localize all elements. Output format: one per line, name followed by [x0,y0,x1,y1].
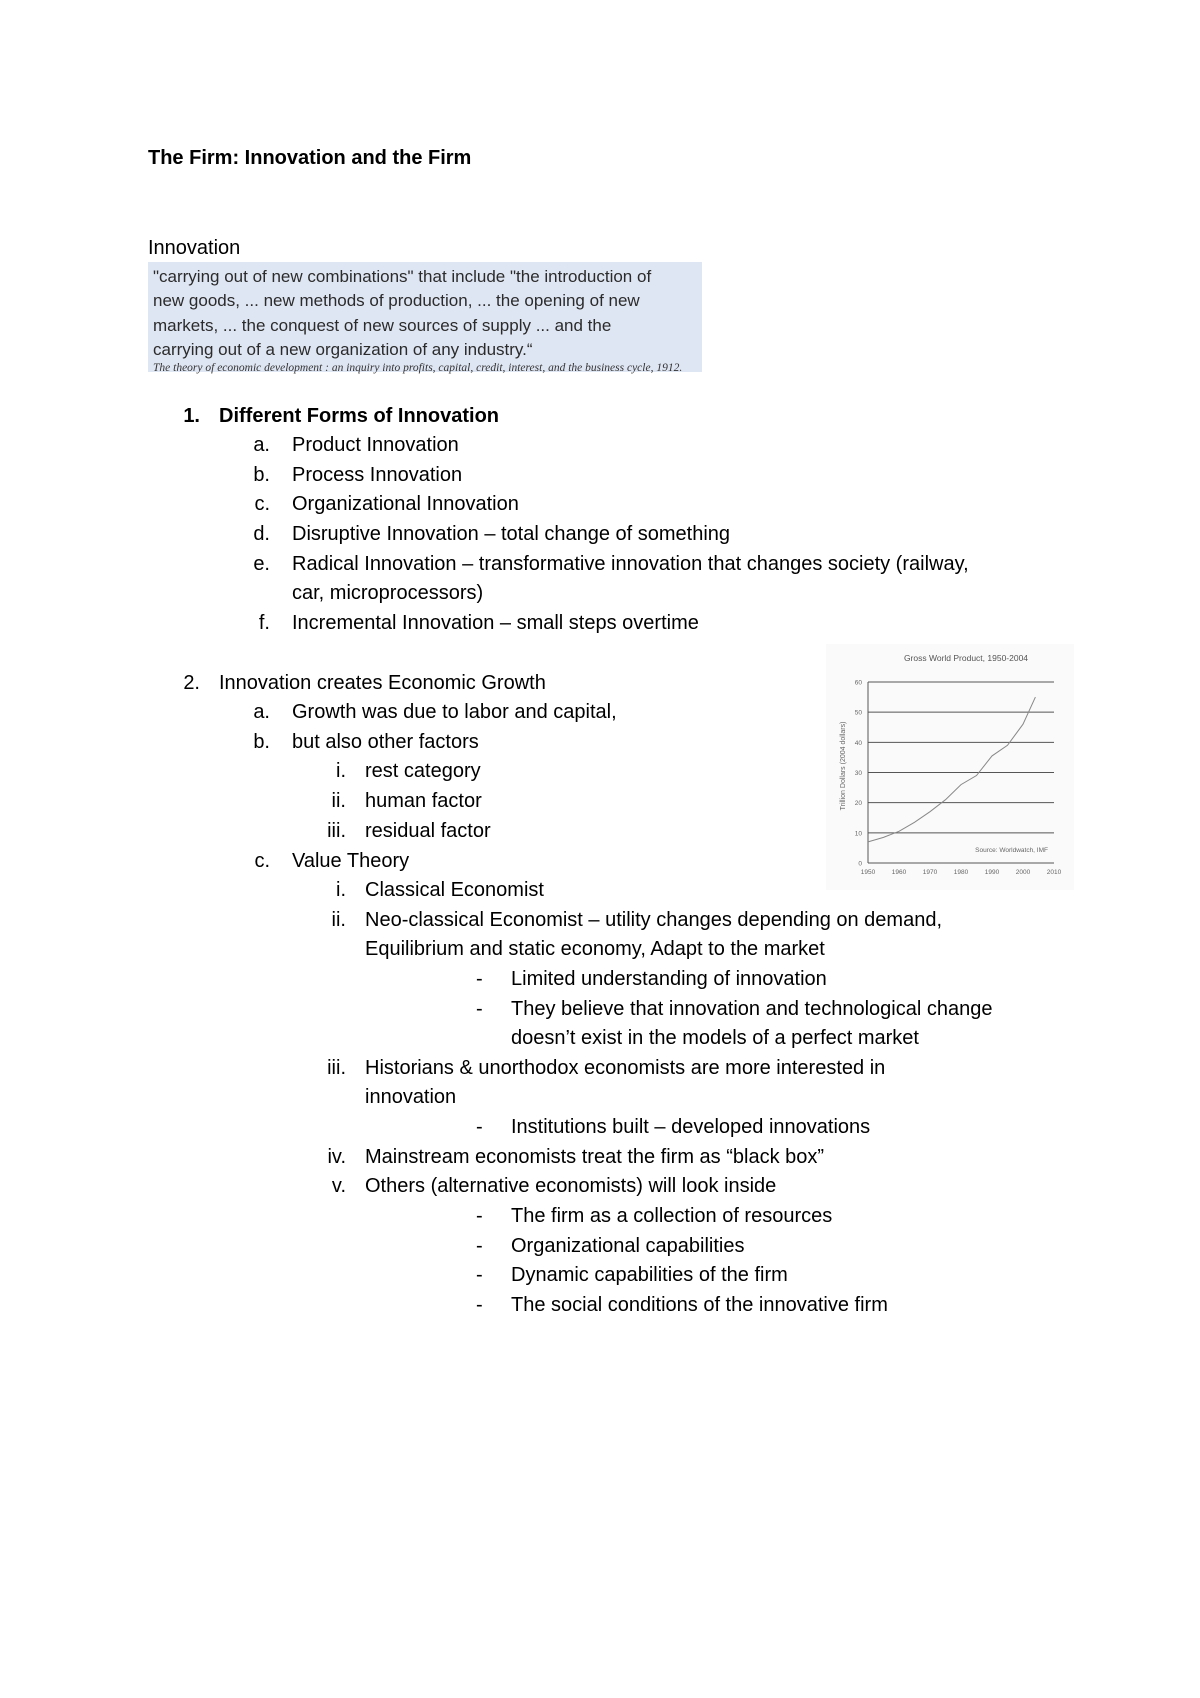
list-marker: f. [258,612,270,634]
bullet-dash: - [476,968,483,990]
chart-y-tick-label: 50 [854,709,862,717]
list-item: Radical Innovation – transformative innovation that changes society (railway, [292,553,969,575]
chart-svg [826,644,1074,890]
bullet-item: Institutions built – developed innovations [511,1116,871,1138]
list-marker: i. [336,760,346,782]
list-marker: iii. [327,820,346,842]
bullet-item: Dynamic capabilities of the firm [511,1264,788,1286]
list-marker: i. [336,879,346,901]
list-item: Neo-classical Economist – utility changes depending on demand, [365,909,943,931]
bullet-item: The social conditions of the innovative firm [511,1294,888,1316]
bullet-item: The firm as a collection of resources [511,1205,833,1227]
bullet-dash: - [476,1294,483,1316]
list-item-heading: Different Forms of Innovation [219,405,499,427]
quote-line: "carrying out of new combinations" that include "the introduction of [153,267,652,286]
list-marker: e. [253,553,270,575]
list-item-continuation: innovation [365,1086,457,1108]
list-marker: iii. [327,1057,346,1079]
bullet-dash: - [476,1264,483,1286]
chart-y-tick-label: 10 [854,830,862,838]
bullet-item: They believe that innovation and technological change [511,998,993,1020]
list-marker: b. [253,731,270,753]
list-item: but also other factors [292,731,479,753]
list-marker: a. [253,701,270,723]
list-marker: d. [253,523,270,545]
section-heading-innovation: Innovation [148,237,241,259]
chart-x-tick-label: 1970 [922,869,938,876]
list-item: Process Innovation [292,464,463,486]
list-marker: 1. [183,405,200,427]
list-marker: a. [253,434,270,456]
bullet-item: Limited understanding of innovation [511,968,827,990]
list-item: Mainstream economists treat the firm as “black box” [365,1146,825,1168]
quote-source: The theory of economic development : an inquiry into profits, capital, credit, interest, and the business cycle, 1912. [153,362,683,375]
list-marker: v. [331,1175,346,1197]
list-item: Disruptive Innovation – total change of something [292,523,731,545]
list-item: Value Theory [292,850,410,872]
bullet-dash: - [476,998,483,1020]
list-item: Product Innovation [292,434,459,456]
list-marker: c. [254,493,270,515]
chart-x-tick-label: 1990 [984,869,1000,876]
quote-line: carrying out of a new organization of any industry.“ [153,339,533,359]
list-item: Incremental Innovation – small steps overtime [292,612,699,634]
chart-x-tick-label: 1950 [860,869,876,876]
list-item-continuation: Equilibrium and static economy, Adapt to the market [365,938,825,960]
chart-y-label: Trillion Dollars (2004 dollars) [840,721,847,811]
list-item: Classical Economist [365,879,544,901]
list-marker: b. [253,464,270,486]
chart-x-tick-label: 2010 [1046,869,1062,876]
list-marker: ii. [331,790,346,812]
gross-world-product-chart [826,644,1074,890]
list-item: Others (alternative economists) will look inside [365,1175,777,1197]
quote-line: markets, ... the conquest of new sources of supply ... and the [153,315,612,335]
bullet-dash: - [476,1235,483,1257]
chart-x-tick-label: 1980 [953,869,969,876]
document-title: The Firm: Innovation and the Firm [148,147,472,169]
list-item: Historians & unorthodox economists are more interested in [365,1057,886,1079]
list-item: human factor [365,790,482,812]
list-marker: ii. [331,909,346,931]
list-marker: c. [254,850,270,872]
list-item: rest category [365,760,481,782]
quote-line: new goods, ... new methods of production, ... the opening of new [153,291,640,311]
list-item-heading: Innovation creates Economic Growth [219,672,546,694]
list-item: Growth was due to labor and capital, [292,701,617,723]
chart-title: Gross World Product, 1950-2004 [903,653,1029,663]
bullet-item: Organizational capabilities [511,1235,745,1257]
chart-y-tick-label: 0 [858,860,862,868]
bullet-dash: - [476,1116,483,1138]
chart-y-tick-label: 30 [854,770,862,777]
chart-y-tick-label: 20 [854,800,862,808]
list-marker: 2. [183,672,200,694]
bullet-item-continuation: doesn’t exist in the models of a perfect market [511,1027,919,1049]
bullet-dash: - [476,1205,483,1227]
chart-y-tick-label: 60 [854,679,862,687]
chart-y-tick-label: 40 [854,739,862,747]
list-item: residual factor [365,820,491,842]
list-item-continuation: car, microprocessors) [292,582,484,604]
chart-x-tick-label: 1960 [891,869,907,876]
list-item: Organizational Innovation [292,493,519,515]
chart-x-tick-label: 2000 [1015,869,1031,876]
chart-source-note: Source: Worldwatch, IMF [975,847,1048,854]
list-marker: iv. [327,1146,346,1168]
quote-image-block [148,262,702,375]
